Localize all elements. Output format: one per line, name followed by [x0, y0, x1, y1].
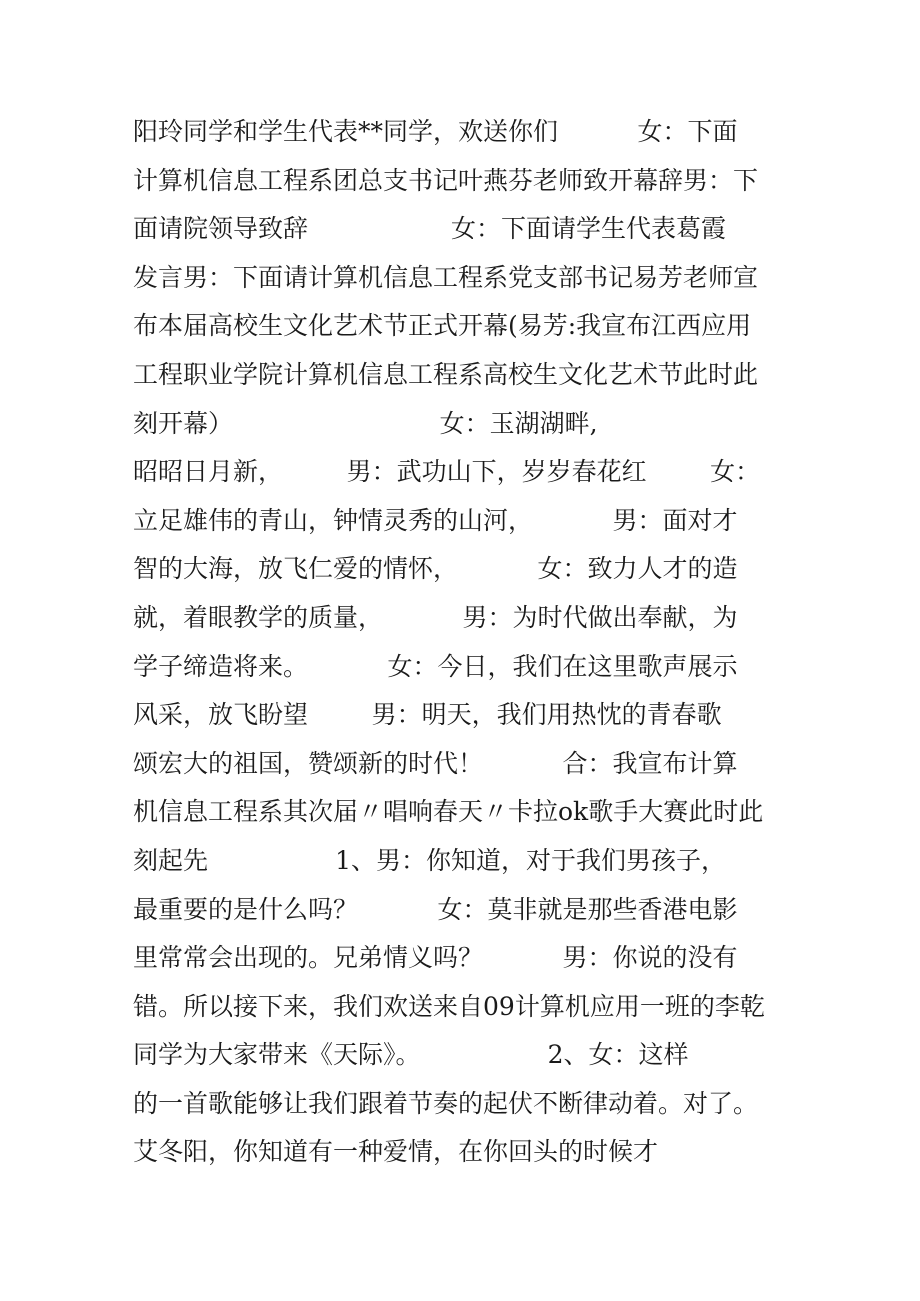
- text-line: 就，着眼教学的质量， 男：为时代做出奉献，为: [133, 602, 738, 632]
- text-line: 艾冬阳，你知道有一种爱情，在你回头的时候才: [133, 1137, 659, 1167]
- text-line: 机信息工程系其次届〃唱响春天〃卡拉ok歌手大赛此时此: [133, 797, 764, 827]
- text-line: 阳玲同学和学生代表**同学，欢送你们 女：下面: [133, 117, 738, 146]
- text-line: 里常常会出现的。兄弟情义吗？ 男：你说的没有: [133, 943, 738, 973]
- text-line: 颂宏大的祖国，赞颂新的时代！ 合：我宣布计算: [133, 748, 738, 778]
- text-line: 计算机信息工程系团总支书记叶燕芬老师致开幕辞男：下: [133, 165, 759, 195]
- text-line: 风采，放飞盼望 男：明天，我们用热忱的青春歌: [133, 700, 722, 730]
- text-line: 错。所以接下来，我们欢送来自09计算机应用一班的李乾: [133, 991, 765, 1021]
- text-line: 的一首歌能够让我们跟着节奏的起伏不断律动着。对了。: [133, 1088, 759, 1118]
- text-line: 同学为大家带来《天际》。 2、女：这样: [133, 1040, 689, 1070]
- text-line: 面请院领导致辞 女：下面请学生代表葛霞: [133, 214, 727, 244]
- text-line: 立足雄伟的青山，钟情灵秀的山河， 男：面对才: [133, 505, 738, 535]
- text-line: 智的大海，放飞仁爱的情怀， 女：致力人才的造: [133, 554, 738, 584]
- body-text: [133, 108, 813, 1177]
- text-line: 学子缔造将来。 女：今日，我们在这里歌声展示: [133, 651, 738, 681]
- text-line: 最重要的是什么吗？ 女：莫非就是那些香港电影: [133, 894, 738, 924]
- text-line: 工程职业学院计算机信息工程系高校生文化艺术节此时此: [133, 359, 759, 389]
- text-line: 昭昭日月新， 男：武功山下，岁岁春花红 女：: [133, 457, 761, 487]
- text-line: 布本届高校生文化艺术节正式开幕(易芳:我宣布江西应用: [133, 311, 752, 341]
- text-line: 发言男：下面请计算机信息工程系党支部书记易芳老师宣: [133, 262, 759, 292]
- text-line: 刻开幕） 女：玉湖湖畔,: [133, 408, 598, 438]
- text-line: 刻起先 1、男：你知道，对于我们男孩子，: [133, 845, 727, 875]
